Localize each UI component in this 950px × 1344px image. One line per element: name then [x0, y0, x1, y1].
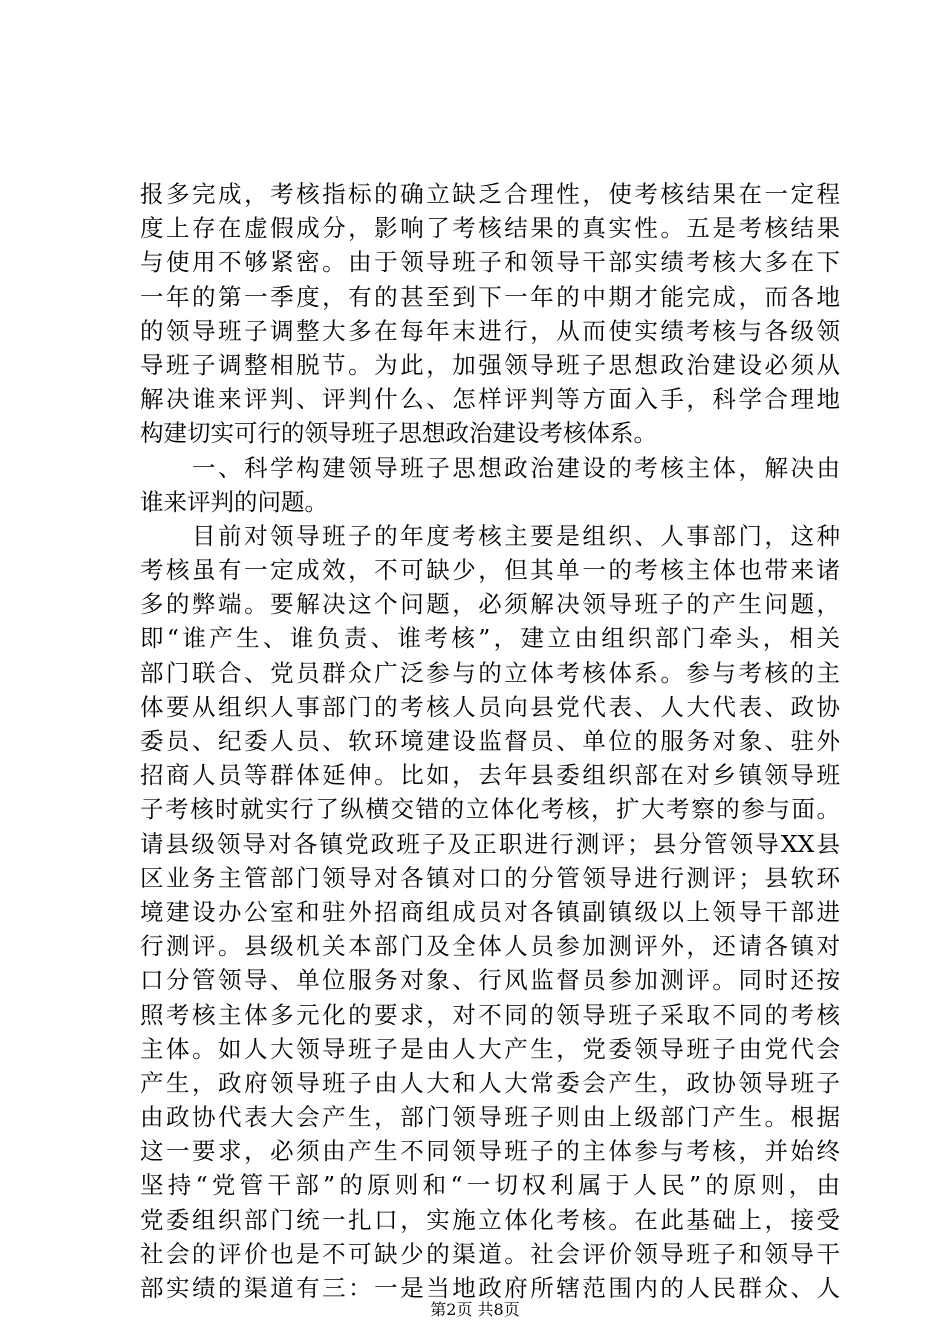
text-line: 社会的评价也是不可缺少的渠道。社会评价领导班子和领导干	[140, 1239, 840, 1268]
text-line: 这一要求，必须由产生不同领导班子的主体参与考核，并始终	[140, 1137, 840, 1166]
text-line: 即“谁产生、谁负责、谁考核”，建立由组织部门牵头，相关	[140, 624, 840, 653]
document-body	[140, 177, 840, 1305]
text-line: 口分管领导、单位服务对象、行风监督员参加测评。同时还按	[140, 966, 840, 995]
text-line: 部门联合、党员群众广泛参与的立体考核体系。参与考核的主	[140, 658, 840, 687]
text-line: 目前对领导班子的年度考核主要是组织、人事部门，这种	[140, 521, 840, 550]
text-line: 照考核主体多元化的要求，对不同的领导班子采取不同的考核	[140, 1000, 840, 1029]
text-line: 区业务主管部门领导对各镇对口的分管领导进行测评；县软环	[140, 863, 840, 892]
text-line: 请县级领导对各镇党政班子及正职进行测评；县分管领导XX县	[140, 829, 840, 858]
text-line: 产生，政府领导班子由人大和人大常委会产生，政协领导班子	[140, 1068, 840, 1097]
text-line: 多的弊端。要解决这个问题，必须解决领导班子的产生问题，	[140, 590, 840, 619]
text-line: 党委组织部门统一扎口，实施立体化考核。在此基础上，接受	[140, 1205, 840, 1234]
text-line: 一年的第一季度，有的甚至到下一年的中期才能完成，而各地	[140, 282, 840, 311]
text-line: 部实绩的渠道有三：一是当地政府所辖范围内的人民群众、人	[140, 1274, 840, 1302]
text-line: 构建切实可行的领导班子思想政治建设考核体系。	[140, 419, 657, 448]
text-line: 委员、纪委人员、软环境建设监督员、单位的服务对象、驻外	[140, 727, 840, 755]
text-line: 子考核时就实行了纵横交错的立体化考核，扩大考察的参与面。	[140, 795, 840, 824]
text-line: 导班子调整相脱节。为此，加强领导班子思想政治建设必须从	[140, 350, 840, 379]
text-line: 境建设办公室和驻外招商组成员对各镇副镇级以上领导干部进	[140, 897, 840, 926]
text-line: 的领导班子调整大多在每年末进行，从而使实绩考核与各级领	[140, 316, 840, 345]
text-line: 解决谁来评判、评判什么、怎样评判等方面入手，科学合理地	[140, 385, 840, 414]
text-line: 由政协代表大会产生，部门领导班子则由上级部门产生。根据	[140, 1103, 840, 1132]
section-heading-line: 谁来评判的问题。	[140, 487, 328, 516]
text-line: 报多完成，考核指标的确立缺乏合理性，使考核结果在一定程	[140, 180, 840, 208]
text-line: 主体。如人大领导班子是由人大产生，党委领导班子由党代会	[140, 1034, 840, 1063]
text-line: 坚持“党管干部”的原则和“一切权利属于人民”的原则，由	[140, 1171, 840, 1200]
text-line: 招商人员等群体延伸。比如，去年县委组织部在对乡镇领导班	[140, 761, 840, 790]
text-line: 与使用不够紧密。由于领导班子和领导干部实绩考核大多在下	[140, 248, 840, 277]
text-line: 度上存在虚假成分，影响了考核结果的真实性。五是考核结果	[140, 214, 840, 243]
text-line: 体要从组织人事部门的考核人员向县党代表、人大代表、政协	[140, 692, 840, 721]
page-number-footer: 第2页 共8页	[430, 1300, 520, 1319]
text-line: 考核虽有一定成效，不可缺少，但其单一的考核主体也带来诸	[140, 556, 840, 585]
text-line: 行测评。县级机关本部门及全体人员参加测评外，还请各镇对	[140, 932, 840, 961]
section-heading-line: 一、科学构建领导班子思想政治建设的考核主体，解决由	[140, 453, 840, 482]
